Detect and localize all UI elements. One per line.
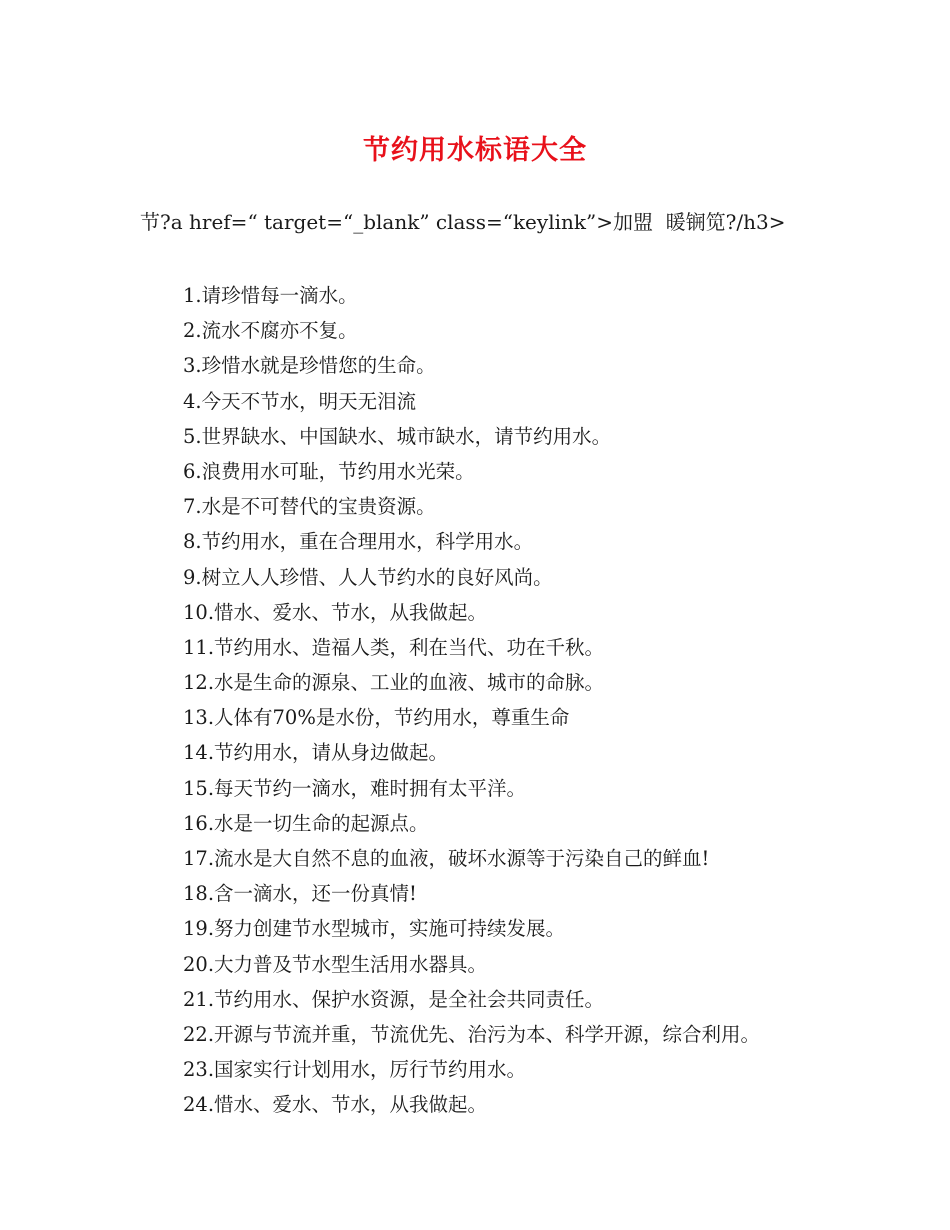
list-item: 23.国家实行计划用水，厉行节约用水。: [183, 1058, 527, 1082]
list-item: 15.每天节约一滴水，难时拥有太平洋。: [183, 776, 527, 800]
document-title: 节约用水标语大全: [363, 135, 587, 166]
list-item: 5.世界缺水、中国缺水、城市缺水，请节约用水。: [183, 424, 612, 448]
list-item: 24.惜水、爱水、节水，从我做起。: [183, 1093, 488, 1117]
list-item: 21.节约用水、保护水资源，是全社会共同责任。: [183, 987, 605, 1011]
slogan-list: [183, 278, 873, 1123]
list-item: 1.请珍惜每一滴水。: [183, 284, 358, 307]
list-item: 17.流水是大自然不息的血液，破坏水源等于污染自己的鲜血!: [183, 847, 710, 870]
list-item: 4.今天不节水，明天无泪流: [183, 389, 417, 413]
list-item: 6.浪费用水可耻，节约用水光荣。: [183, 459, 475, 483]
list-item: 3.珍惜水就是珍惜您的生命。: [183, 354, 436, 378]
list-item: 16.水是一切生命的起源点。: [183, 811, 429, 835]
list-item: 13.人体有70%是水份，节约用水，尊重生命: [183, 706, 570, 730]
list-item: 11.节约用水、造福人类，利在当代、功在千秋。: [183, 635, 605, 659]
list-item: 7.水是不可替代的宝贵资源。: [183, 495, 436, 519]
list-item: 8.节约用水，重在合理用水，科学用水。: [183, 530, 534, 554]
list-item: 22.开源与节流并重，节流优先、治污为本、科学开源，综合利用。: [183, 1022, 761, 1046]
list-item: 12.水是生命的源泉、工业的血液、城市的命脉。: [183, 671, 605, 695]
list-item: 19.努力创建节水型城市，实施可持续发展。: [183, 917, 566, 941]
list-item: 2.流水不腐亦不复。: [183, 319, 358, 343]
list-item: 20.大力普及节水型生活用水器具。: [183, 952, 488, 976]
list-item: 10.惜水、爱水、节水，从我做起。: [183, 600, 488, 624]
list-item: 14.节约用水，请从身边做起。: [183, 741, 449, 765]
list-item: 18.含一滴水，还一份真情!: [183, 882, 417, 906]
intro-line: 节?a href=“ target=“_blank” class=“keylink”>加盟 暖锎笕?/h3>: [140, 210, 786, 234]
list-item: 9.树立人人珍惜、人人节约水的良好风尚。: [183, 565, 553, 589]
